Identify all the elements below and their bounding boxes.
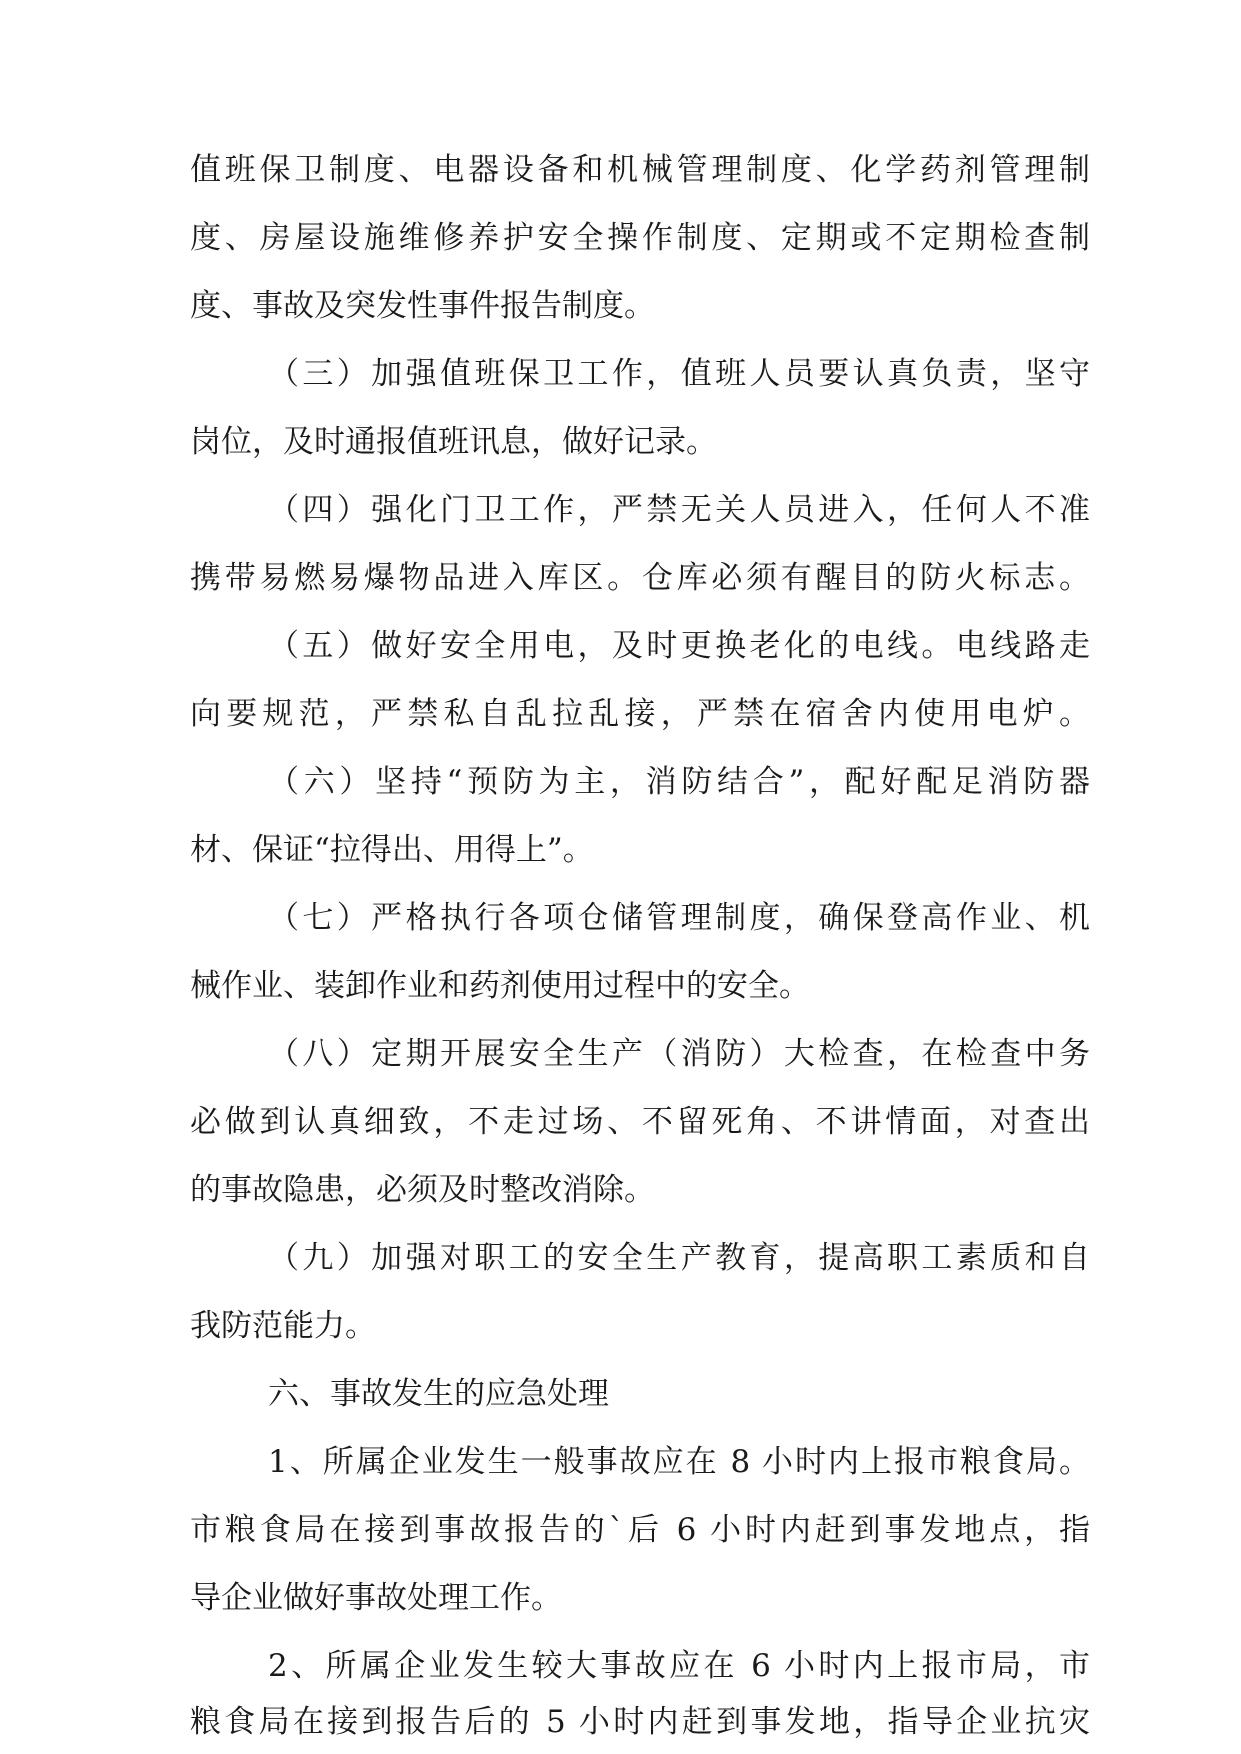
body-text-line: 必做到认真细致，不走过场、不留死角、不讲情面，对查出 <box>190 1104 1090 1140</box>
list-item-nine: （九）加强对职工的安全生产教育，提高职工素质和自 <box>268 1240 1090 1276</box>
body-text-line: 械作业、装卸作业和药剂使用过程中的安全。 <box>190 968 810 1004</box>
list-item-seven: （七）严格执行各项仓储管理制度，确保登高作业、机 <box>268 900 1090 936</box>
section-heading: 六、事故发生的应急处理 <box>268 1376 609 1412</box>
list-item-eight: （八）定期开展安全生产（消防）大检查，在检查中务 <box>268 1036 1090 1072</box>
body-text-line: 度、房屋设施维修养护安全操作制度、定期或不定期检查制 <box>190 220 1090 256</box>
body-text-line: 度、事故及突发性事件报告制度。 <box>190 288 655 324</box>
list-item-five: （五）做好安全用电，及时更换老化的电线。电线路走 <box>268 628 1090 664</box>
body-text-line: 的事故隐患，必须及时整改消除。 <box>190 1172 655 1208</box>
body-text-line: 导企业做好事故处理工作。 <box>190 1580 562 1616</box>
body-text-line: 携带易燃易爆物品进入库区。仓库必须有醒目的防火标志。 <box>190 560 1090 596</box>
numbered-item-2: 2、所属企业发生较大事故应在 6 小时内上报市局，市 <box>268 1648 1090 1684</box>
list-item-four: （四）强化门卫工作，严禁无关人员进入，任何人不准 <box>268 492 1090 528</box>
body-text-line: 材、保证“拉得出、用得上”。 <box>190 832 594 868</box>
numbered-item-1: 1、所属企业发生一般事故应在 8 小时内上报市粮食局。 <box>268 1444 1090 1480</box>
list-item-three: （三）加强值班保卫工作，值班人员要认真负责，坚守 <box>268 356 1090 392</box>
body-text-line: 市粮食局在接到事故报告的`后 6 小时内赶到事发地点，指 <box>190 1512 1090 1548</box>
body-text-line: 值班保卫制度、电器设备和机械管理制度、化学药剂管理制 <box>190 152 1090 188</box>
body-text-line: 我防范能力。 <box>190 1308 376 1344</box>
body-text-line: 粮食局在接到报告后的 5 小时内赶到事发地，指导企业抗灾 <box>190 1704 1090 1740</box>
body-text-line: 岗位，及时通报值班讯息，做好记录。 <box>190 424 717 460</box>
body-text-line: 向要规范，严禁私自乱拉乱接，严禁在宿舍内使用电炉。 <box>190 696 1090 732</box>
list-item-six: （六）坚持“预防为主，消防结合”，配好配足消防器 <box>268 764 1090 800</box>
